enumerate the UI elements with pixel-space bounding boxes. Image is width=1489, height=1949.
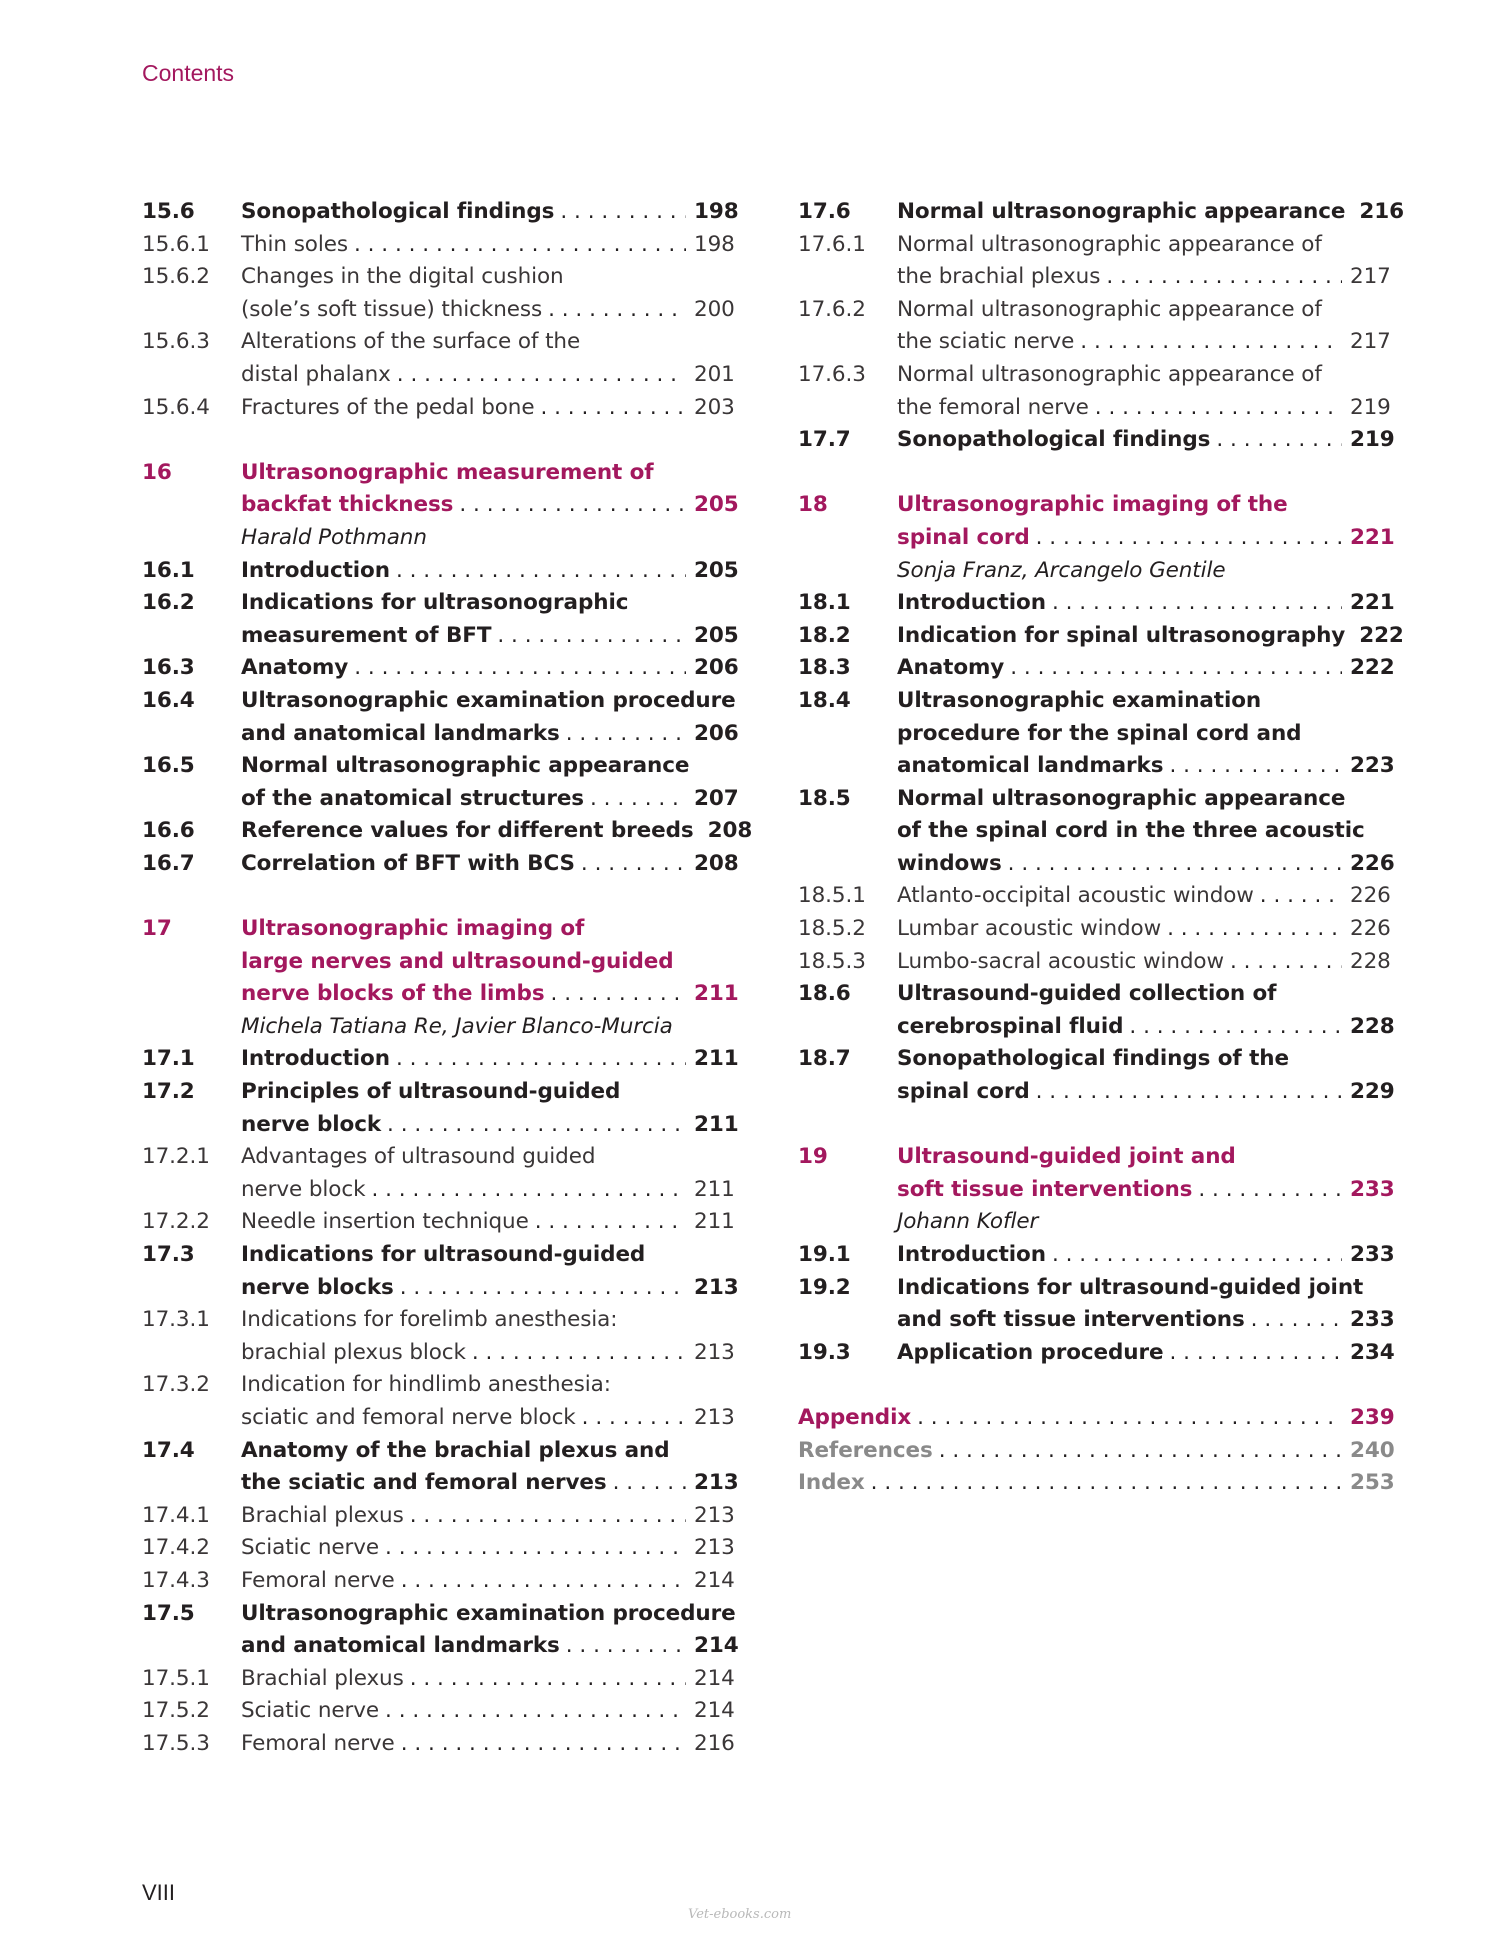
section-title-line: Normal ultrasonographic appearance of (897, 296, 1322, 322)
page-number: 198 (694, 199, 739, 224)
page-number: 219 (1350, 427, 1395, 453)
page-number: 233 (1350, 1307, 1395, 1333)
toc-entry[interactable] (142, 1598, 739, 1663)
section-title-line: Ultrasonographic examination (897, 687, 1262, 713)
section-number: 15.6.4 (142, 394, 210, 420)
chapter-author: Johann Kofler (897, 1209, 1039, 1235)
section-title: (sole’s soft tissue) thickness (241, 296, 543, 322)
references-title: References (798, 1437, 933, 1463)
section-title: Brachial plexus (241, 1502, 404, 1528)
section-title: Sciatic nerve (241, 1698, 380, 1724)
section-number: 16.4 (142, 687, 195, 713)
section-title-line: Normal ultrasonographic appearance of (897, 361, 1322, 387)
page-number: 205 (694, 492, 739, 518)
page-number: 222 (1350, 655, 1395, 681)
toc-entry[interactable] (142, 1435, 739, 1500)
section-title: anatomical landmarks (897, 753, 1164, 779)
toc-entry[interactable] (142, 1304, 734, 1369)
chapter-title: nerve blocks of the limbs (241, 981, 545, 1007)
section-title-line: Alterations of the surface of the (241, 329, 581, 355)
toc-entry[interactable] (142, 229, 734, 262)
section-title-line: Ultrasonographic examination procedure (241, 687, 736, 713)
toc-entry[interactable] (798, 1043, 1395, 1108)
chapter-title-line: Ultrasonographic imaging of (241, 916, 585, 942)
toc-entry[interactable] (142, 1076, 739, 1141)
page-number: 216 (694, 1730, 735, 1756)
toc-entry[interactable] (798, 1239, 1395, 1272)
toc-entry[interactable] (142, 1141, 734, 1206)
section-number: 16.2 (142, 590, 195, 616)
toc-entry[interactable] (798, 685, 1395, 783)
chapter-title: backfat thickness (241, 492, 454, 518)
section-title-line: Anatomy of the brachial plexus and (241, 1437, 670, 1463)
toc-entry[interactable] (798, 913, 1390, 946)
page-number: 213 (694, 1274, 739, 1300)
section-title: measurement of BFT (241, 622, 492, 648)
section-number: 17.2.2 (142, 1209, 210, 1235)
chapter-number: 17 (142, 916, 172, 942)
chapter-title: soft tissue interventions (897, 1176, 1193, 1202)
chapter-title-line: Ultrasound-guided joint and (897, 1144, 1236, 1170)
page-number: 208 (707, 818, 753, 844)
section-title-line: Indications for ultrasound-guided (241, 1242, 646, 1267)
section-number: 17.2 (142, 1079, 195, 1105)
section-title-line: Indications for ultrasonographic (241, 590, 629, 616)
section-number: 17.3.2 (142, 1372, 210, 1398)
toc-entry[interactable] (142, 326, 734, 391)
toc-column-right (798, 196, 1404, 1500)
page-number: 203 (694, 394, 735, 420)
toc-entry[interactable] (142, 555, 739, 588)
section-title: spinal cord (897, 1079, 1030, 1105)
section-number: 18.1 (798, 590, 851, 616)
section-title: Brachial plexus (241, 1665, 404, 1691)
page-number: 233 (1350, 1176, 1395, 1202)
section-title: Atlanto-occipital acoustic window (897, 883, 1254, 909)
toc-entry[interactable] (142, 1663, 734, 1696)
toc-entry[interactable] (142, 1565, 734, 1598)
section-title: distal phalanx (241, 361, 391, 387)
section-title: and anatomical landmarks (241, 720, 560, 746)
chapter-number: 19 (798, 1144, 828, 1170)
section-number: 18.5.1 (798, 883, 866, 909)
section-number: 17.1 (142, 1046, 195, 1072)
toc-entry[interactable] (142, 261, 734, 326)
page-number: 211 (694, 1046, 739, 1072)
section-title: Thin soles (241, 231, 348, 257)
chapter-author: Sonja Franz, Arcangelo Gentile (897, 557, 1226, 583)
section-number: 17.4 (142, 1437, 195, 1463)
page-number: 214 (694, 1633, 739, 1659)
section-number: 17.5.3 (142, 1730, 210, 1756)
section-number: 16.1 (142, 557, 195, 583)
section-title: and soft tissue interventions (897, 1307, 1245, 1333)
toc-entry[interactable] (798, 946, 1390, 979)
section-number: 16.5 (142, 753, 195, 779)
section-title: Indication for spinal ultrasonography (897, 622, 1346, 648)
page-number: 226 (1350, 850, 1395, 876)
section-title: cerebrospinal fluid (897, 1013, 1124, 1039)
section-title: Fractures of the pedal bone (241, 394, 535, 420)
page-number: 205 (694, 557, 739, 583)
section-number: 15.6.1 (142, 231, 210, 257)
section-number: 17.4.1 (142, 1502, 210, 1528)
toc-entry[interactable] (798, 783, 1395, 881)
toc-entry[interactable] (798, 359, 1390, 424)
page-number: 226 (1350, 883, 1391, 909)
section-number: 17.7 (798, 427, 851, 453)
section-title: windows (897, 850, 1002, 876)
section-title-line: Normal ultrasonographic appearance (241, 753, 690, 779)
section-number: 18.7 (798, 1046, 851, 1072)
page-number: 200 (694, 296, 735, 322)
section-number: 18.3 (798, 655, 851, 681)
section-title: Reference values for different breeds (241, 818, 694, 844)
page-number: 198 (694, 231, 735, 257)
section-number: 17.5 (142, 1600, 195, 1626)
page-number: 213 (694, 1339, 735, 1365)
section-number: 16.7 (142, 850, 195, 876)
toc-entry[interactable] (798, 229, 1390, 294)
toc-entry[interactable] (142, 196, 739, 229)
page-number: 214 (694, 1567, 735, 1593)
section-number: 19.2 (798, 1274, 851, 1300)
section-title: the brachial plexus (897, 264, 1101, 290)
chapter-author: Harald Pothmann (241, 524, 427, 550)
toc-entry[interactable] (142, 1369, 734, 1434)
chapter-title: spinal cord (897, 524, 1030, 550)
toc-entry[interactable] (798, 294, 1390, 359)
section-title-line: Principles of ultrasound-guided (241, 1079, 621, 1105)
section-number: 15.6.3 (142, 329, 210, 355)
page-number: 213 (694, 1535, 735, 1561)
section-title-line: Normal ultrasonographic appearance (897, 785, 1346, 811)
page-number: 201 (694, 361, 735, 387)
section-title: nerve block (241, 1111, 382, 1137)
section-number: 17.5.2 (142, 1698, 210, 1724)
page-number: 234 (1350, 1339, 1395, 1365)
page-number: 208 (694, 850, 739, 876)
section-title: nerve blocks (241, 1274, 394, 1300)
section-number: 19.3 (798, 1339, 851, 1365)
page-number: 240 (1350, 1437, 1395, 1463)
section-title: Needle insertion technique (241, 1209, 529, 1235)
toc-appendix[interactable] (798, 1402, 1395, 1435)
toc-entry[interactable] (798, 978, 1395, 1043)
page-number: 228 (1350, 948, 1391, 974)
section-number: 18.5.3 (798, 948, 866, 974)
section-number: 18.6 (798, 981, 851, 1007)
toc-entry[interactable] (798, 1272, 1395, 1337)
section-title: the sciatic nerve (897, 329, 1075, 355)
toc-entry[interactable] (142, 750, 739, 815)
page-number: 211 (694, 1111, 739, 1137)
section-title: Introduction (241, 557, 390, 583)
section-title-line: procedure for the spinal cord and (897, 720, 1302, 746)
toc-entry[interactable] (142, 685, 739, 750)
section-number: 17.4.2 (142, 1535, 210, 1561)
page-number: 205 (694, 622, 739, 648)
section-title-line: Indications for ultrasound-guided joint (897, 1274, 1364, 1300)
toc-references[interactable] (798, 1435, 1395, 1468)
section-number: 17.6.2 (798, 296, 866, 322)
toc-column-left (142, 196, 753, 1761)
section-title: Introduction (897, 1242, 1046, 1267)
section-title: Sonopathological findings (241, 199, 555, 224)
section-title: of the anatomical structures (241, 785, 585, 811)
page-number: 226 (1350, 916, 1391, 942)
page-number: 206 (694, 720, 739, 746)
section-number: 17.6 (798, 199, 851, 224)
section-number: 18.2 (798, 622, 851, 648)
toc-index[interactable] (798, 1467, 1395, 1500)
chapter-number: 18 (798, 492, 828, 518)
page-number: 239 (1350, 1404, 1395, 1430)
section-title: Anatomy (241, 655, 349, 681)
toc-entry[interactable] (142, 1206, 734, 1239)
toc-entry[interactable] (142, 1728, 734, 1761)
toc-entry[interactable] (142, 1239, 739, 1304)
toc-entry[interactable] (798, 1337, 1395, 1370)
toc-entry[interactable] (142, 1043, 739, 1076)
toc-entry[interactable] (142, 392, 734, 425)
page-number: 213 (694, 1470, 739, 1496)
section-number: 19.1 (798, 1242, 851, 1267)
toc-entry[interactable] (142, 848, 739, 881)
section-number: 17.4.3 (142, 1567, 210, 1593)
section-number: 17.3 (142, 1242, 195, 1267)
section-title: Lumbar acoustic window (897, 916, 1162, 942)
page-number: 217 (1350, 264, 1391, 290)
section-number: 18.5.2 (798, 916, 866, 942)
page-number: 253 (1350, 1470, 1395, 1496)
toc-chapter-16[interactable] (142, 457, 739, 555)
toc-entry[interactable] (798, 587, 1395, 620)
running-head: Contents (142, 60, 235, 86)
chapter-title-line: Ultrasonographic measurement of (241, 459, 654, 485)
page-number: 214 (694, 1665, 735, 1691)
chapter-number: 16 (142, 459, 172, 485)
page-number: 219 (1350, 394, 1391, 420)
section-number: 18.4 (798, 687, 851, 713)
page-number: 206 (694, 655, 739, 681)
toc-chapter-17[interactable] (142, 913, 739, 1043)
page-number: 213 (694, 1404, 735, 1430)
page-number: 214 (694, 1698, 735, 1724)
section-title-line: Ultrasonographic examination procedure (241, 1600, 736, 1626)
section-title: Introduction (897, 590, 1046, 616)
toc-entry[interactable] (142, 1695, 734, 1728)
section-title: Sciatic nerve (241, 1535, 380, 1561)
toc-chapter-19[interactable] (798, 1141, 1395, 1239)
page-number: 228 (1350, 1013, 1395, 1039)
section-title-line: Advantages of ultrasound guided (241, 1144, 596, 1170)
section-title-line: Indications for forelimb anesthesia: (241, 1307, 618, 1333)
toc-entry[interactable] (142, 815, 753, 848)
watermark: Vet-ebooks.com (688, 1907, 792, 1922)
page-folio: VIII (142, 1880, 176, 1905)
section-title: the femoral nerve (897, 394, 1089, 420)
page-number: 211 (694, 1209, 735, 1235)
toc-entry[interactable] (798, 196, 1404, 229)
section-title: Sonopathological findings (897, 427, 1211, 453)
section-number: 17.6.3 (798, 361, 866, 387)
toc-entry[interactable] (798, 880, 1390, 913)
page-number: 223 (1350, 753, 1395, 779)
toc-entry[interactable] (798, 652, 1395, 685)
section-title: Anatomy (897, 655, 1005, 681)
section-title: the sciatic and femoral nerves (241, 1470, 607, 1496)
appendix-title: Appendix (798, 1404, 912, 1430)
section-title: sciatic and femoral nerve block (241, 1404, 576, 1430)
page-number: 221 (1350, 524, 1395, 550)
page-number: 211 (694, 981, 739, 1007)
section-title-line: Ultrasound-guided collection of (897, 981, 1277, 1007)
page-number: 233 (1350, 1242, 1395, 1267)
section-title-line: Indication for hindlimb anesthesia: (241, 1372, 611, 1398)
toc-entry[interactable] (142, 1500, 734, 1533)
toc-entry[interactable] (142, 652, 739, 685)
page-number: 222 (1359, 622, 1404, 648)
section-number: 15.6.2 (142, 264, 210, 290)
section-number: 17.2.1 (142, 1144, 210, 1170)
section-title: Correlation of BFT with BCS (241, 850, 575, 876)
toc-chapter-18[interactable] (798, 489, 1395, 587)
toc-entry[interactable] (798, 424, 1395, 457)
page-number: 216 (1359, 199, 1404, 224)
section-title: Femoral nerve (241, 1567, 395, 1593)
page-number: 229 (1350, 1079, 1395, 1105)
section-title: Lumbo-sacral acoustic window (897, 948, 1224, 974)
section-title: Application procedure (897, 1339, 1164, 1365)
section-title-line: Sonopathological findings of the (897, 1046, 1289, 1072)
chapter-title-line: Ultrasonographic imaging of the (897, 492, 1288, 518)
page-number: 211 (694, 1176, 735, 1202)
section-number: 16.3 (142, 655, 195, 681)
page-number: 217 (1350, 329, 1391, 355)
toc-entry[interactable] (798, 620, 1404, 653)
section-title: Introduction (241, 1046, 390, 1072)
chapter-author: Michela Tatiana Re, Javier Blanco-Murcia (241, 1013, 673, 1039)
page-number: 213 (694, 1502, 735, 1528)
section-title: Femoral nerve (241, 1730, 395, 1756)
section-title-line: of the spinal cord in the three acoustic (897, 818, 1365, 844)
toc-entry[interactable] (142, 1532, 734, 1565)
section-number: 16.6 (142, 818, 195, 844)
section-title: and anatomical landmarks (241, 1633, 560, 1659)
section-title-line: Normal ultrasonographic appearance of (897, 231, 1322, 257)
page-number: 207 (694, 785, 739, 811)
section-number: 15.6 (142, 199, 195, 224)
section-number: 17.3.1 (142, 1307, 210, 1333)
chapter-title-line: large nerves and ultrasound-guided (241, 948, 674, 974)
section-number: 17.5.1 (142, 1665, 210, 1691)
section-title: nerve block (241, 1176, 366, 1202)
section-title: Normal ultrasonographic appearance (897, 199, 1346, 224)
section-title-line: Changes in the digital cushion (241, 264, 564, 290)
section-number: 17.6.1 (798, 231, 866, 257)
section-title: brachial plexus block (241, 1339, 466, 1365)
toc-entry[interactable] (142, 587, 739, 652)
section-number: 18.5 (798, 785, 851, 811)
index-title: Index (798, 1470, 865, 1496)
page-number: 221 (1350, 590, 1395, 616)
